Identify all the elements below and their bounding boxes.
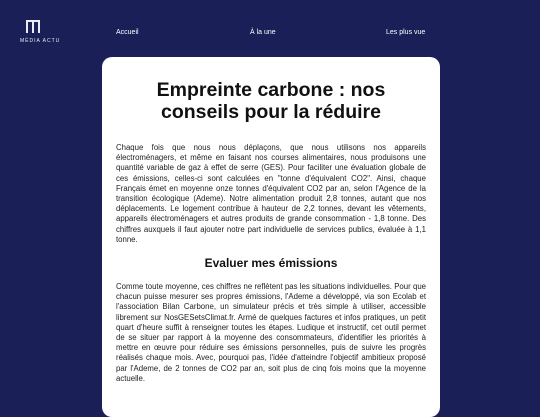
top-navigation-bar xyxy=(0,0,540,56)
site-logo[interactable] xyxy=(20,20,61,44)
nav-link-les-plus-vue[interactable]: Les plus vue xyxy=(386,29,426,36)
nav-link-a-la-une[interactable]: À la une xyxy=(250,29,276,36)
logo-m-icon xyxy=(26,20,40,33)
article-paragraph-1: Chaque fois que nous nous déplaçons, que nous utilisons nos appareils électroménagers, et même en faisant nos courses alimentaires, nous produisons une quantité variable de gaz à effet de serre (GES). Pour faciliter une évaluation globale de ces émissions, celles-ci sont calculées en "tonne d'équivalent CO2". Ainsi, chaque Français émet en moyenne onze tonnes d'équivalent CO2 par an, selon l'Agence de la transition écologique (Ademe). Notre alimentation produit 2,8 tonnes, autant que nos déplacements. Le logement contribue à hauteur de 2,2 tonnes, devant les vêtements, appareils électroménagers et autres produits de grande consommation - 1,8 tonne. Des chiffres auxquels il faut ajouter notre part individuelle de services publics, évaluée à 1,1 tonne. xyxy=(116,143,426,244)
article-title: Empreinte carbone : nos conseils pour la réduire xyxy=(156,79,386,123)
article-paragraph-2: Comme toute moyenne, ces chiffres ne reflètent pas les situations individuelles. Pour que chacun puisse mesurer ses propres émissions, l'Ademe a développé, via son Ecolab et l'association Bilan Carbone, un simulateur précis et très simple à utiliser, accessible librement sur NosGESetsClimat.fr. Armé de quelques factures et infos pratiques, un petit quart d'heure suffit à renseigner toutes les étapes. Ludique et instructif, cet outil permet de se situer par rapport à la moyenne des consommateurs, d'identifier les priorités à mettre en œuvre pour réduire ses émissions personnelles, puis de suivre les progrès réalisés chaque mois. Avec, pourquoi pas, l'idée d'atteindre l'objectif ambitieux proposé par l'Ademe, de 2 tonnes de CO2 par an, soit plus de cinq fois moins que la moyenne actuelle. xyxy=(116,282,426,383)
article-card xyxy=(102,57,440,417)
article-subtitle: Evaluer mes émissions xyxy=(204,256,338,271)
logo-text: MÉDIA ACTU xyxy=(20,38,61,44)
nav-link-accueil[interactable]: Accueil xyxy=(116,29,139,36)
